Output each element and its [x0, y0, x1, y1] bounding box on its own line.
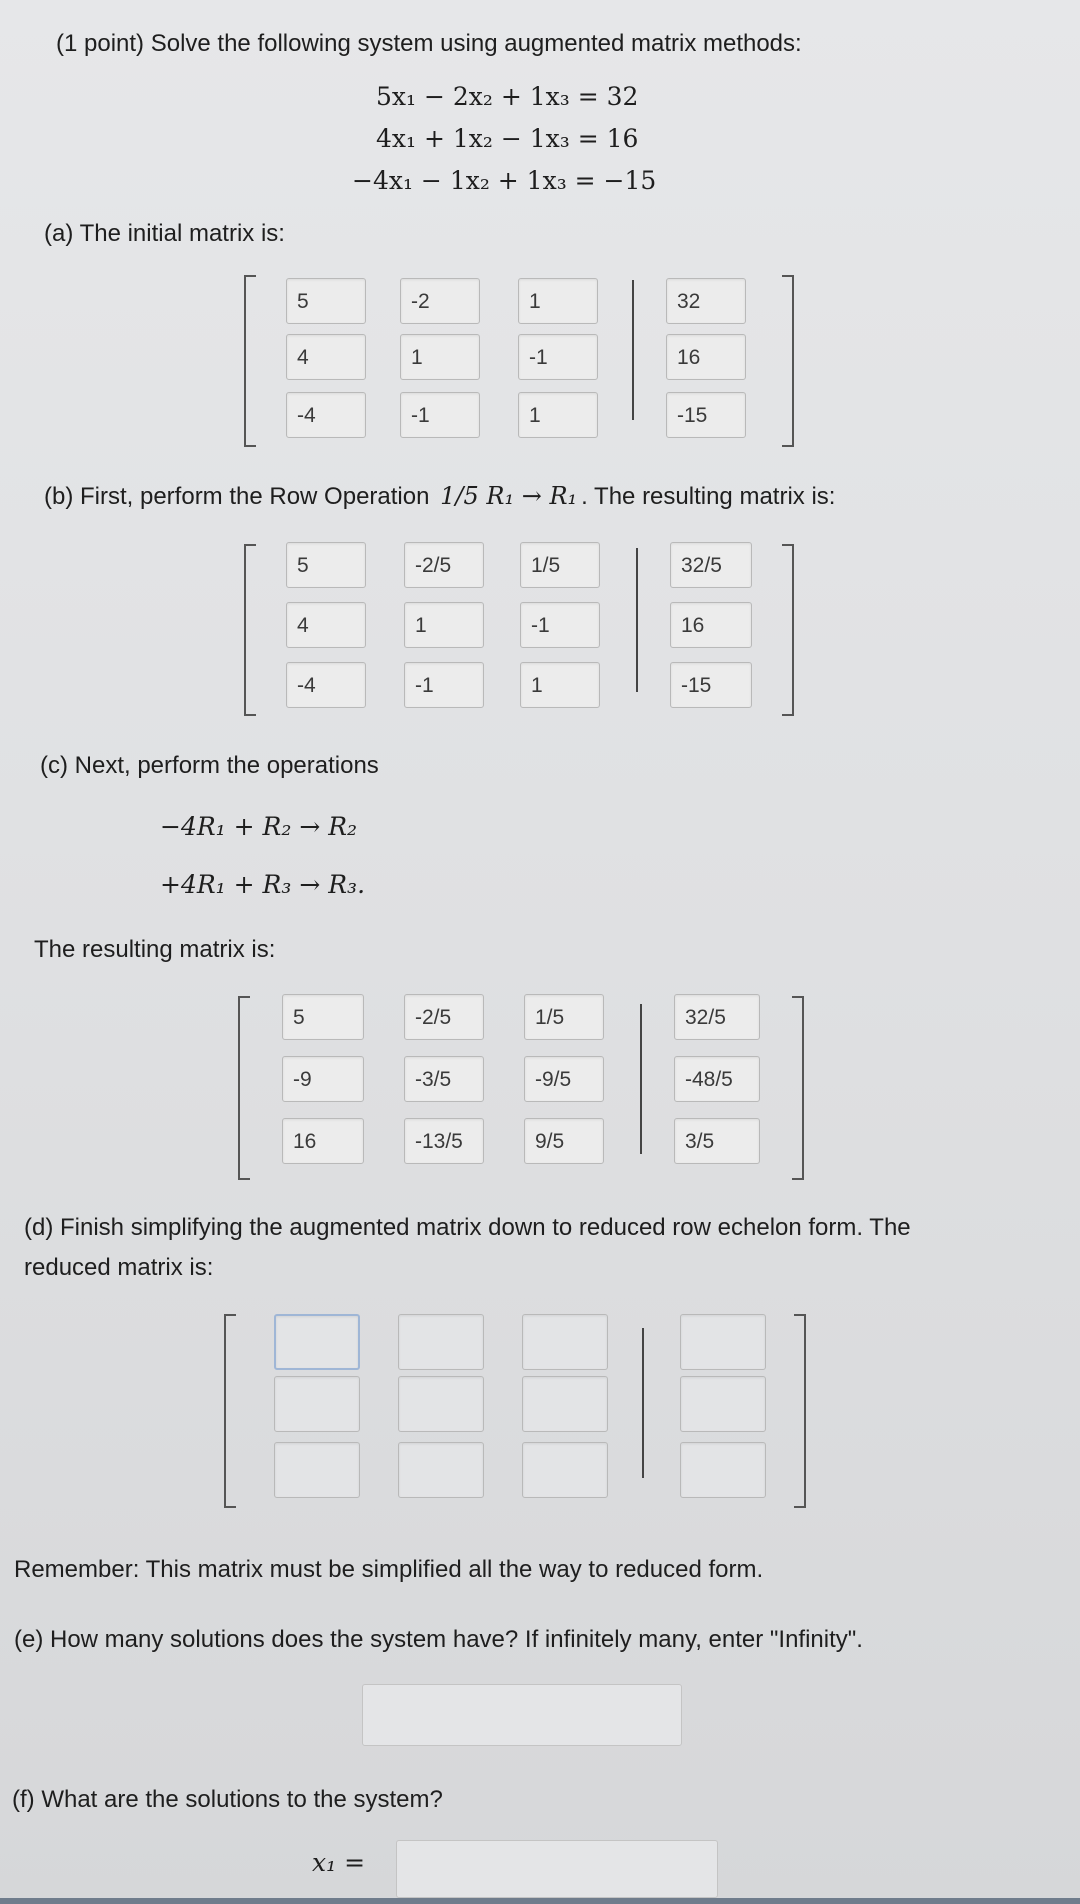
matrix-a-cell[interactable]: 1	[400, 334, 480, 380]
matrix-c-cell[interactable]: 32/5	[674, 994, 760, 1040]
part-c-operation-1: −4R₁ + R₂ → R₂	[160, 812, 358, 841]
part-b-operation: 1/5 R₁ → R₁	[440, 482, 578, 510]
matrix-c-cell[interactable]: 9/5	[524, 1118, 604, 1164]
part-b-label-after: . The resulting matrix is:	[581, 483, 836, 510]
part-c-result-label: The resulting matrix is:	[34, 936, 276, 963]
part-c-operation-2: +4R₁ + R₃ → R₃.	[160, 870, 366, 899]
matrix-b-right-bracket	[782, 544, 794, 716]
matrix-d-left-bracket	[224, 1314, 236, 1508]
matrix-c-cell[interactable]: -2/5	[404, 994, 484, 1040]
matrix-d-right-bracket	[794, 1314, 806, 1508]
screen-bottom-edge	[0, 1898, 1080, 1904]
matrix-b-cell[interactable]: 1	[520, 662, 600, 708]
matrix-d-input[interactable]	[522, 1314, 608, 1370]
matrix-b-left-bracket	[244, 544, 256, 716]
matrix-a-cell[interactable]: -2	[400, 278, 480, 324]
matrix-c-cell[interactable]: -13/5	[404, 1118, 484, 1164]
matrix-a-cell[interactable]: 1	[518, 392, 598, 438]
matrix-d-input[interactable]	[680, 1314, 766, 1370]
matrix-b-cell[interactable]: -15	[670, 662, 752, 708]
matrix-b-cell[interactable]: 1	[404, 602, 484, 648]
solutions-count-input[interactable]	[362, 1684, 682, 1746]
x1-label: x₁ =	[312, 1848, 366, 1877]
matrix-d-input[interactable]	[398, 1314, 484, 1370]
matrix-d-input[interactable]	[274, 1376, 360, 1432]
matrix-a-left-bracket	[244, 275, 256, 447]
equation-2: 4x₁ + 1x₂ − 1x₃ = 16	[376, 124, 639, 153]
matrix-a-cell[interactable]: 1	[518, 278, 598, 324]
matrix-b-cell[interactable]: -4	[286, 662, 366, 708]
part-f-label: (f) What are the solutions to the system?	[12, 1786, 443, 1813]
matrix-d-input[interactable]	[680, 1442, 766, 1498]
part-d-label-line1: (d) Finish simplifying the augmented matrix down to reduced row echelon form. The	[24, 1214, 911, 1241]
matrix-c-cell[interactable]: 16	[282, 1118, 364, 1164]
matrix-b-augment-line	[636, 548, 638, 692]
matrix-c-cell[interactable]: 3/5	[674, 1118, 760, 1164]
matrix-c-cell[interactable]: -48/5	[674, 1056, 760, 1102]
matrix-c-cell[interactable]: -3/5	[404, 1056, 484, 1102]
equation-3: −4x₁ − 1x₂ + 1x₃ = −15	[352, 166, 657, 195]
part-c-label: (c) Next, perform the operations	[40, 752, 379, 779]
matrix-b-cell[interactable]: 5	[286, 542, 366, 588]
matrix-d-augment-line	[642, 1328, 644, 1478]
part-d-label-line2: reduced matrix is:	[24, 1254, 214, 1281]
matrix-a-right-bracket	[782, 275, 794, 447]
matrix-a-cell[interactable]: -4	[286, 392, 366, 438]
matrix-b-cell[interactable]: 32/5	[670, 542, 752, 588]
matrix-d-input[interactable]	[522, 1442, 608, 1498]
matrix-a-cell[interactable]: 32	[666, 278, 746, 324]
matrix-d-input[interactable]	[274, 1314, 360, 1370]
matrix-d-input[interactable]	[522, 1376, 608, 1432]
matrix-d-input[interactable]	[398, 1442, 484, 1498]
matrix-c-left-bracket	[238, 996, 250, 1180]
part-b-label	[44, 482, 835, 511]
matrix-b-cell[interactable]: -2/5	[404, 542, 484, 588]
matrix-b-cell[interactable]: 4	[286, 602, 366, 648]
matrix-c-right-bracket	[792, 996, 804, 1180]
matrix-a-cell[interactable]: -1	[518, 334, 598, 380]
part-d-reminder: Remember: This matrix must be simplified all the way to reduced form.	[14, 1556, 764, 1583]
matrix-d-input[interactable]	[274, 1442, 360, 1498]
part-e-label: (e) How many solutions does the system have? If infinitely many, enter "Infinity".	[14, 1626, 863, 1653]
part-a-label: (a) The initial matrix is:	[44, 220, 285, 247]
matrix-c-augment-line	[640, 1004, 642, 1154]
matrix-a-augment-line	[632, 280, 634, 420]
matrix-b-cell[interactable]: 16	[670, 602, 752, 648]
matrix-c-cell[interactable]: -9	[282, 1056, 364, 1102]
matrix-b-cell[interactable]: -1	[404, 662, 484, 708]
matrix-a-cell[interactable]: 4	[286, 334, 366, 380]
matrix-a-cell[interactable]: -15	[666, 392, 746, 438]
matrix-a-cell[interactable]: 5	[286, 278, 366, 324]
matrix-b-cell[interactable]: -1	[520, 602, 600, 648]
equation-1: 5x₁ − 2x₂ + 1x₃ = 32	[376, 82, 639, 111]
matrix-b-cell[interactable]: 1/5	[520, 542, 600, 588]
matrix-c-cell[interactable]: 1/5	[524, 994, 604, 1040]
matrix-c-cell[interactable]: -9/5	[524, 1056, 604, 1102]
x1-input[interactable]	[396, 1840, 718, 1898]
matrix-c-cell[interactable]: 5	[282, 994, 364, 1040]
problem-intro: (1 point) Solve the following system using augmented matrix methods:	[56, 30, 802, 57]
matrix-d-input[interactable]	[398, 1376, 484, 1432]
part-b-label-before: (b) First, perform the Row Operation	[44, 483, 430, 510]
matrix-a-cell[interactable]: -1	[400, 392, 480, 438]
matrix-d-input[interactable]	[680, 1376, 766, 1432]
matrix-a-cell[interactable]: 16	[666, 334, 746, 380]
